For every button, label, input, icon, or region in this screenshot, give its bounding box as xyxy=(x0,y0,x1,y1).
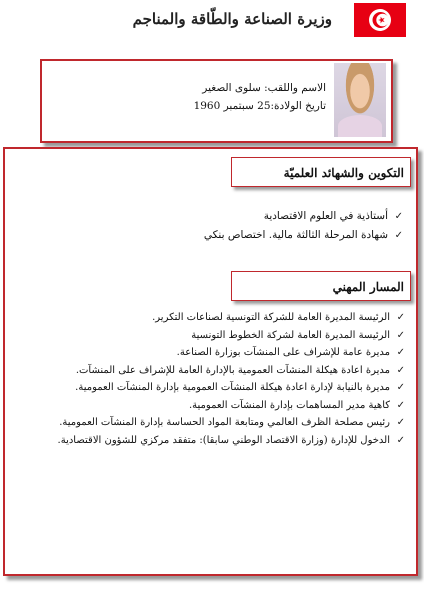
portrait-photo xyxy=(334,63,386,137)
name-line: الاسم واللقب: سلوى الصغير xyxy=(202,82,326,94)
list-item: ✓ الرئيسة المديرة العامة للشركة التونسية لصناعات التكرير. xyxy=(49,309,405,327)
cv-body xyxy=(3,147,418,576)
list-item: ✓ أستاذية في العلوم الاقتصادية xyxy=(145,207,403,226)
check-bullet-icon: ✓ xyxy=(396,399,405,411)
check-bullet-icon: ✓ xyxy=(396,434,405,446)
education-heading: التكوين والشهائد العلميّة xyxy=(231,157,411,187)
list-item: ✓ الدخول للإدارة (وزارة الاقتصاد الوطني سابقا): متفقد مركزي للشؤون الاقتصادية. xyxy=(49,432,405,450)
profile-info xyxy=(86,79,326,115)
list-item: ✓ الرئيسة المديرة العامة لشركة الخطوط التونسية xyxy=(49,327,405,345)
flag-emblem-icon xyxy=(354,3,406,37)
check-bullet-icon: ✓ xyxy=(396,312,405,323)
check-bullet-icon: ✓ xyxy=(396,329,405,341)
check-bullet-icon: ✓ xyxy=(396,417,405,428)
portrait-shoulders xyxy=(338,115,382,137)
list-item: ✓ شهادة المرحلة الثالثة مالية. اختصاص بنكي xyxy=(145,226,403,245)
ministry-title: وزيرة الصناعة والطّاقة والمناجم xyxy=(132,10,332,28)
check-bullet-icon: ✓ xyxy=(396,382,405,393)
career-heading: المسار المهني xyxy=(231,271,411,301)
profile-card xyxy=(40,59,393,143)
list-item: ✓ كاهية مدير المساهمات بإدارة المنشآت العمومية. xyxy=(49,397,405,415)
tunisia-flag xyxy=(354,3,406,37)
education-list xyxy=(145,207,403,245)
list-item: ✓ رئيس مصلحة الظرف العالمي ومتابعة المواد الحساسة بإدارة المنشآت العمومية. xyxy=(49,414,405,432)
list-item: ✓ مديرة اعادة هيكلة المنشآت العمومية بالإدارة العامة للإشراف على المنشآت. xyxy=(49,362,405,380)
birth-line: تاريخ الولادة:25 سبتمبر 1960 xyxy=(193,100,326,112)
check-bullet-icon: ✓ xyxy=(394,230,403,241)
career-list xyxy=(49,309,405,449)
check-bullet-icon: ✓ xyxy=(394,211,403,222)
check-bullet-icon: ✓ xyxy=(396,347,405,358)
list-item: ✓ مديرة عامة للإشراف على المنشآت بوزارة الصناعة. xyxy=(49,344,405,362)
list-item: ✓ مديرة بالنيابة لإدارة اعادة هيكلة المنشآت العمومية بإدارة المنشآت العمومية. xyxy=(49,379,405,397)
check-bullet-icon: ✓ xyxy=(396,364,405,376)
